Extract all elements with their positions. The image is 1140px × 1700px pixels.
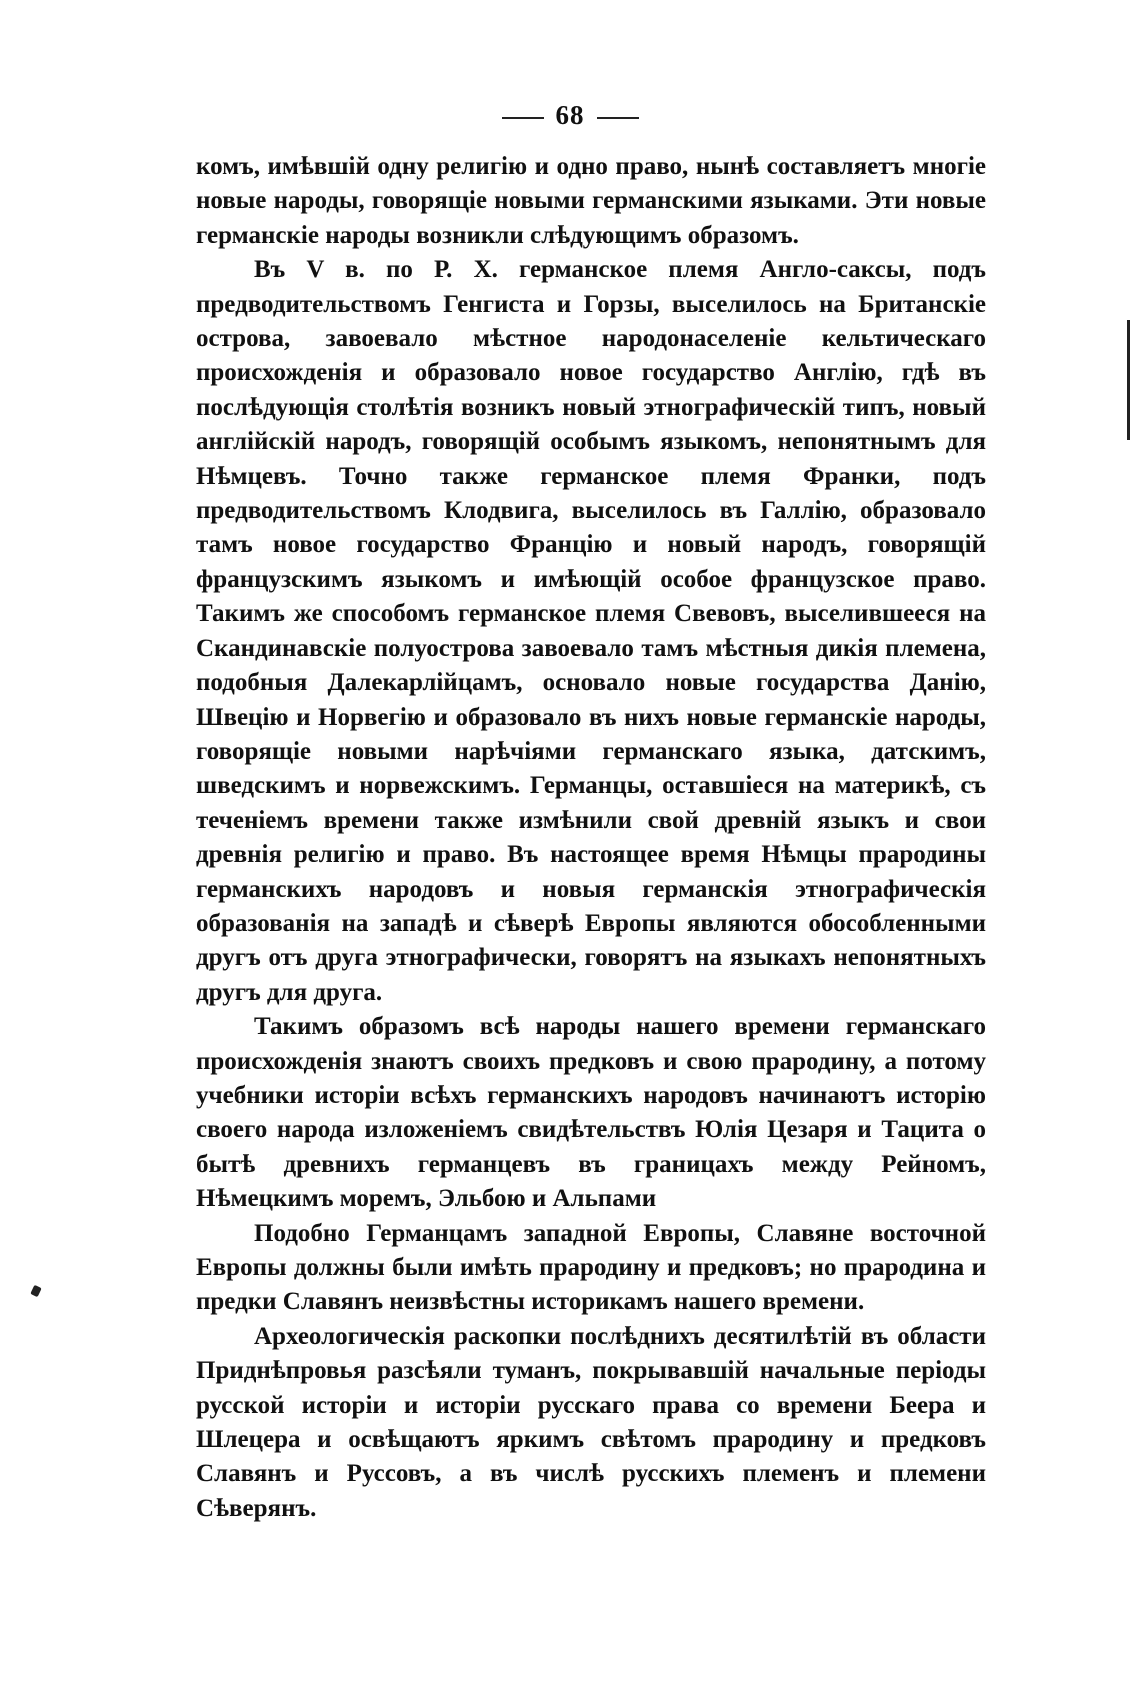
page-number: 68: [555, 100, 585, 130]
paragraph-4: Подобно Германцамъ западной Европы, Славяне восточной Европы должны были имѣть прародину и предковъ; но прародина и предки Славянъ неизвѣстны историкамъ нашего времени.: [196, 1219, 986, 1316]
margin-rule: [1127, 320, 1130, 440]
margin-mark: [30, 1285, 41, 1297]
paragraph-5: Археологическія раскопки послѣднихъ десятилѣтій въ области Приднѣпровья разсѣяли туманъ, покрывавшій начальные періоды русской исторіи и исторіи русскаго права со времени Беера и Шлецера и освѣщаютъ яркимъ свѣтомъ прародину и предковъ Славянъ и Руссовъ, а въ числѣ русскихъ племенъ и племени Сѣверянъ.: [196, 1322, 986, 1522]
paragraph-2: Въ V в. по Р. Х. германское племя Англо-саксы, подъ предводительствомъ Генгиста и Горзы, выселилось на Британскіе острова, завоевало мѣстное народонаселеніе кельтическаго происхожденія и образовало новое государство Англію, гдѣ въ послѣдующія столѣтія возникъ новый этнографическій типъ, новый англійскій народъ, говорящій особымъ языкомъ, непонятнымъ для Нѣмцевъ. Точно также германское племя Франки, подъ предводительствомъ Клодвига, выселилось въ Галлію, образовало тамъ новое государство Францію и новый народъ, говорящій французскимъ языкомъ и имѣющій особое французское право. Такимъ же способомъ германское племя Свевовъ, выселившееся на Скандинавскіе полуострова завоевало тамъ мѣстныя дикія племена, подобныя Далекарлійцамъ, основало новые государства Данію, Швецію и Норвегію и образовало въ нихъ новые германскіе народы, говорящіе новыми нарѣчіями германскаго языка, датскимъ, шведскимъ и норвежскимъ. Германцы, оставшіеся на материкѣ, съ теченіемъ времени также измѣнили свой древній языкъ и свои древнія религію и право. Въ настоящее время Нѣмцы прародины германскихъ народовъ и новыя германскія этнографическія образованія на западѣ и сѣверѣ Европы являются обособленными другъ отъ друга этнографически, говорятъ на языкахъ непонятныхъ другъ для друга.: [196, 256, 986, 1006]
paragraph-3: Такимъ образомъ всѣ народы нашего времени германскаго происхожденія знаютъ своихъ предковъ и свою прародину, а потому учебники исторіи всѣхъ германскихъ народовъ начинаютъ исторію своего народа изложеніемъ свидѣтельствъ Юлія Цезаря и Тацита о бытѣ древнихъ германцевъ въ границахъ между Рейномъ, Нѣмецкимъ моремъ, Эльбою и Альпами: [196, 1013, 986, 1213]
body-text: [196, 150, 986, 1526]
page-header: [0, 100, 1140, 131]
paragraph-1: комъ, имѣвшій одну религію и одно право, нынѣ составляетъ многіе новые народы, говорящіе новыми германскими языками. Эти новые германскіе народы возникли слѣдующимъ образомъ.: [196, 153, 986, 249]
header-dash-right: [597, 117, 639, 119]
header-dash-left: [502, 117, 544, 119]
